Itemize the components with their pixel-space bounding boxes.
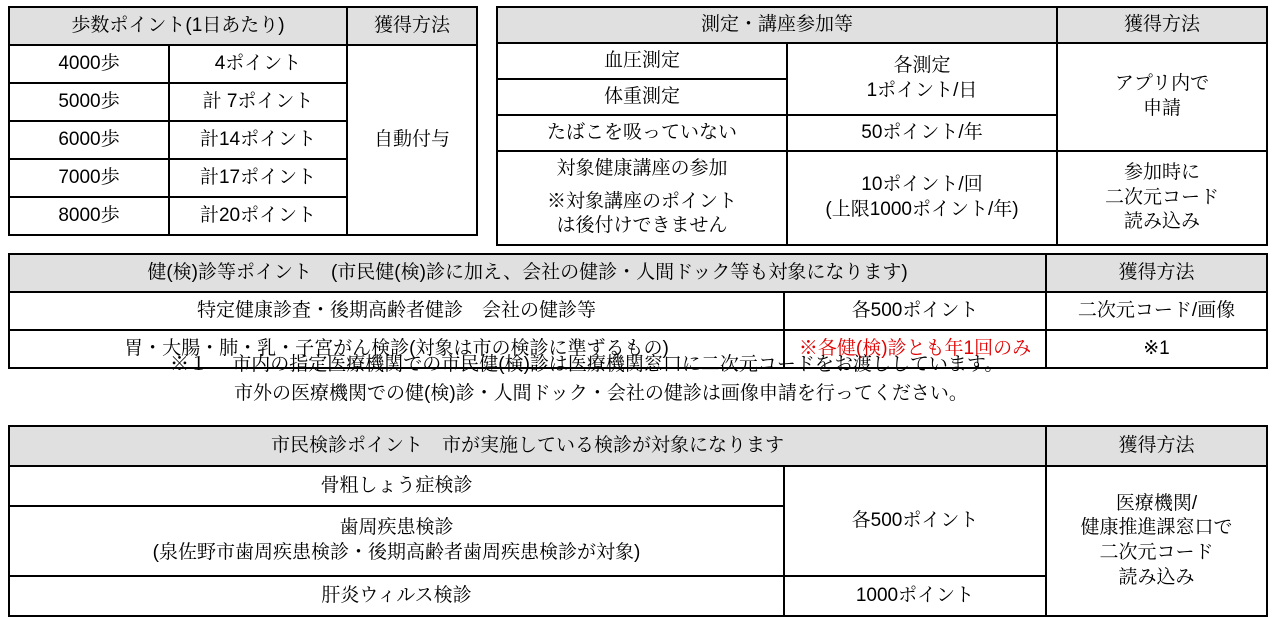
table-row: [9, 254, 1267, 292]
steps-value: 8000歩: [9, 197, 169, 235]
measure-table-title: 測定・講座参加等: [497, 7, 1057, 43]
steps-value: 6000歩: [9, 121, 169, 159]
course-item: [497, 151, 787, 245]
checkup-table-method-header: 獲得方法: [1046, 254, 1267, 292]
course-points: [787, 151, 1057, 245]
city-method-line2: 健康推進課窓口で: [1080, 517, 1233, 539]
table-row: [9, 45, 477, 83]
steps-table-title: 歩数ポイント(1日あたり): [9, 7, 347, 45]
measure-item: たばこを吸っていない: [497, 115, 787, 151]
city-method-line1: 医療機関/: [1115, 492, 1198, 514]
measure-method-line1: アプリ内で: [1114, 73, 1210, 95]
measure-item: 血圧測定: [497, 43, 787, 79]
checkup-method-line1: 二次元コード/画像: [1046, 292, 1267, 330]
course-method-line3: 読み込み: [1124, 211, 1201, 233]
checkup-table-title: 健(検)診等ポイント (市民健(検)診に加え、会社の健診・人間ドック等も対象になります): [9, 254, 1046, 292]
table-row: [497, 151, 1267, 245]
table-row: [9, 426, 1267, 466]
checkup-points-note: ※各健(検)診とも年1回のみ: [784, 330, 1046, 368]
city-item-perio-line1: 歯周疾患検診: [339, 517, 454, 539]
footnote-block: [170, 350, 1003, 409]
tobacco-points: 50ポイント/年: [787, 115, 1057, 151]
measure-item: 体重測定: [497, 79, 787, 115]
measurement-course-table: [496, 6, 1268, 246]
steps-points: 4ポイント: [169, 45, 347, 83]
steps-table-method-header: 獲得方法: [347, 7, 477, 45]
course-method-line2: 二次元コード: [1105, 186, 1220, 208]
steps-value: 5000歩: [9, 83, 169, 121]
steps-points: 計 7ポイント: [169, 83, 347, 121]
steps-method-value: 自動付与: [347, 45, 477, 235]
table-row: [9, 292, 1267, 330]
city-points-500: 各500ポイント: [784, 466, 1046, 576]
city-method-line3: 二次元コード: [1099, 542, 1214, 563]
steps-points: 計14ポイント: [169, 121, 347, 159]
city-method-line4: 読み込み: [1118, 566, 1195, 588]
checkup-points: 各500ポイント: [784, 292, 1046, 330]
course-method-line1: 参加時に: [1124, 161, 1201, 183]
city-item: 肝炎ウィルス検診: [9, 576, 784, 616]
measure-method-line2: 申請: [1143, 98, 1182, 119]
table-row: [497, 7, 1267, 43]
checkup-item: 特定健康診査・後期高齢者健診 会社の健診等: [9, 292, 784, 330]
city-item-perio-line2: (泉佐野市歯周疾患検診・後期高齢者歯周疾患検診が対象): [152, 542, 641, 563]
measure-table-method-header: 獲得方法: [1057, 7, 1267, 43]
city-points-1000: 1000ポイント: [784, 576, 1046, 616]
steps-value: 4000歩: [9, 45, 169, 83]
footnote-line-1: ※１ 市内の指定医療機関での市民健(検)診は医療機関窓口に二次元コードをお渡ししています。: [170, 354, 1004, 375]
table-row: [9, 466, 1267, 506]
checkup-method-line2: ※1: [1046, 330, 1267, 368]
table-row: [9, 7, 477, 45]
measure-points-line1: 各測定: [893, 55, 951, 77]
steps-points-table: [8, 6, 478, 236]
steps-value: 7000歩: [9, 159, 169, 197]
footnote-line-2: 市外の医療機関での健(検)診・人間ドック・会社の健診は画像申請を行ってください。: [234, 383, 968, 405]
course-item-line1: 対象健康講座の参加: [556, 157, 728, 179]
city-checkup-table: [8, 425, 1268, 617]
city-item: 骨粗しょう症検診: [9, 466, 784, 506]
course-method: [1057, 151, 1267, 245]
course-item-line3: は後付けできません: [556, 215, 728, 237]
course-item-line2: ※対象講座のポイント: [546, 190, 737, 212]
steps-points: 計17ポイント: [169, 159, 347, 197]
measure-points-line2: 1ポイント/日: [866, 80, 978, 101]
measure-method: [1057, 43, 1267, 151]
course-points-line2: (上限1000ポイント/年): [825, 199, 1019, 220]
checkup-item: 胃・大腸・肺・乳・子宮がん検診(対象は市の検診に準ずるもの): [9, 330, 784, 368]
city-table-method-header: 獲得方法: [1046, 426, 1267, 466]
steps-points: 計20ポイント: [169, 197, 347, 235]
measure-points: [787, 43, 1057, 115]
city-table-title: 市民検診ポイント 市が実施している検診が対象になります: [9, 426, 1046, 466]
table-row: [497, 43, 1267, 79]
city-item-perio: [9, 506, 784, 576]
course-points-line1: 10ポイント/回: [861, 174, 983, 196]
